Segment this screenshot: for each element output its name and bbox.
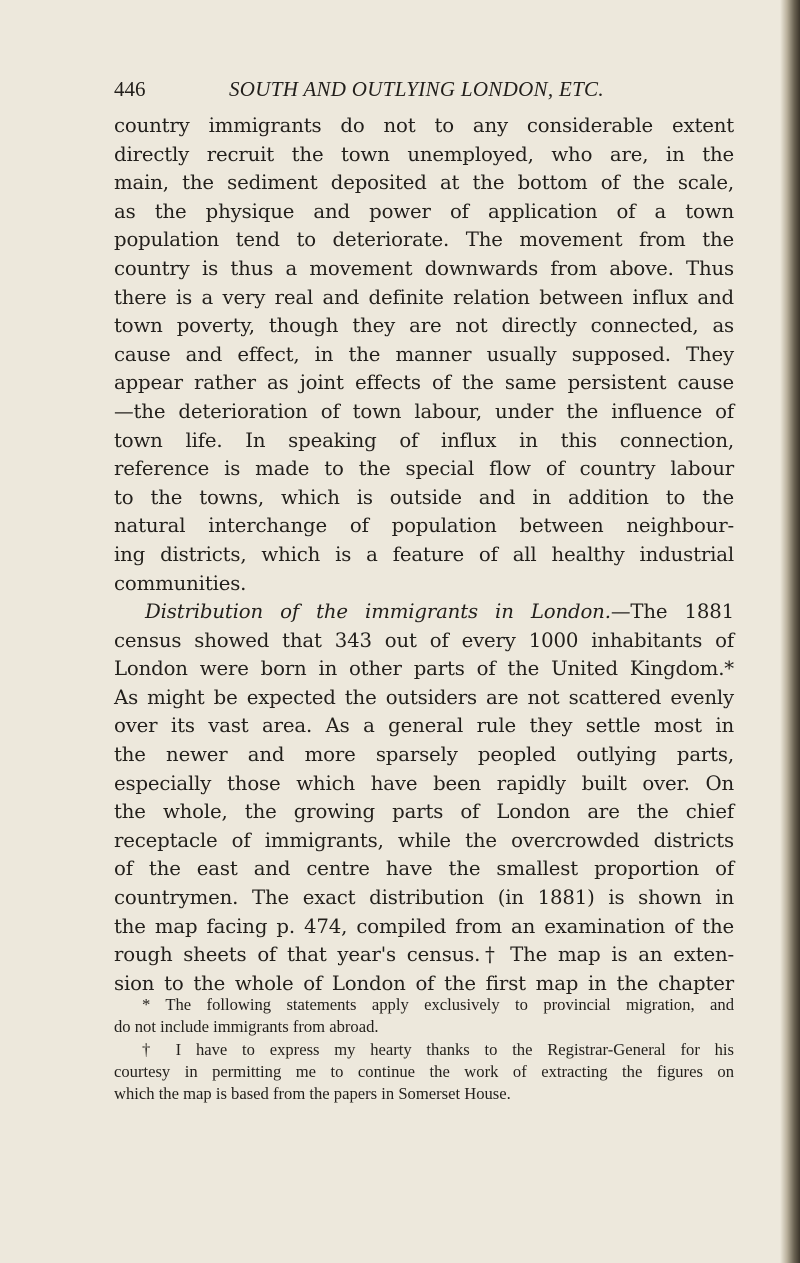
- text-line: town life. In speaking of influx in this connection,: [114, 428, 734, 452]
- text-line: directly recruit the town unemployed, who are, in the: [114, 142, 734, 166]
- section-first-line: [114, 598, 734, 627]
- text-line: census showed that 343 out of every 1000 inhabitants of: [114, 628, 734, 652]
- text-line: country is thus a movement downwards from above. Thus: [114, 256, 734, 280]
- body-text: [114, 112, 734, 998]
- text-line: country immigrants do not to any considerable extent: [114, 114, 734, 137]
- footnote-line: which the map is based from the papers in Somerset House.: [114, 1084, 511, 1104]
- page-number: 446: [114, 77, 146, 101]
- text-line: ing districts, which is a feature of all healthy industrial: [114, 542, 734, 566]
- section-title: Distribution of the immigrants in London.: [145, 600, 611, 624]
- text-line: especially those which have been rapidly built over. On: [114, 771, 734, 795]
- text-line: the newer and more sparsely peopled outlying parts,: [114, 743, 734, 767]
- text-line: main, the sediment deposited at the bottom of the scale,: [114, 171, 734, 195]
- footnote-line: † I have to express my hearty thanks to the Registrar-General for his: [142, 1039, 734, 1059]
- footnote-line: do not include immigrants from abroad.: [114, 1017, 379, 1037]
- text-line: London were born in other parts of the United Kingdom.*: [114, 657, 734, 681]
- text-line: appear rather as joint effects of the same persistent cause: [114, 371, 734, 395]
- text-line: natural interchange of population between neighbour-: [114, 514, 734, 538]
- text-line: of the east and centre have the smallest proportion of: [114, 857, 734, 881]
- footnotes: [114, 994, 734, 1105]
- text-line: town poverty, though they are not directly connected, as: [114, 314, 734, 338]
- text-line: receptacle of immigrants, while the overcrowded districts: [114, 828, 734, 852]
- page-binding-edge: [780, 0, 800, 1263]
- footnote-line: courtesy in permitting me to continue the work of extracting the figures on: [114, 1061, 734, 1081]
- text-line: —the deterioration of town labour, under the influence of: [114, 399, 734, 423]
- text-line: as the physique and power of application of a town: [114, 199, 734, 223]
- text-line: the whole, the growing parts of London are the chief: [114, 800, 734, 824]
- text-line: sion to the whole of London of the first map in the chapter: [114, 971, 734, 995]
- text-line: rough sheets of that year's census.† The map is an exten-: [114, 943, 734, 967]
- text-line: countrymen. The exact distribution (in 1881) is shown in: [114, 886, 734, 910]
- running-head: SOUTH AND OUTLYING LONDON, ETC.: [229, 77, 604, 101]
- page-header: [114, 74, 734, 104]
- text-line: As might be expected the outsiders are not scattered evenly: [114, 685, 734, 709]
- text-line: reference is made to the special flow of country labour: [114, 457, 734, 481]
- section-first-line-rest: —The 1881: [610, 600, 734, 624]
- text-line: communities.: [114, 571, 247, 595]
- text-line: population tend to deteriorate. The movement from the: [114, 228, 734, 252]
- text-line: the map facing p. 474, compiled from an examination of the: [114, 914, 734, 938]
- text-line: there is a very real and definite relation between influx and: [114, 285, 734, 309]
- text-line: cause and effect, in the manner usually supposed. They: [114, 342, 734, 366]
- text-line: to the towns, which is outside and in addition to the: [114, 485, 734, 509]
- text-line: over its vast area. As a general rule they settle most in: [114, 714, 734, 738]
- footnote-line: * The following statements apply exclusively to provincial migration, and: [142, 995, 734, 1014]
